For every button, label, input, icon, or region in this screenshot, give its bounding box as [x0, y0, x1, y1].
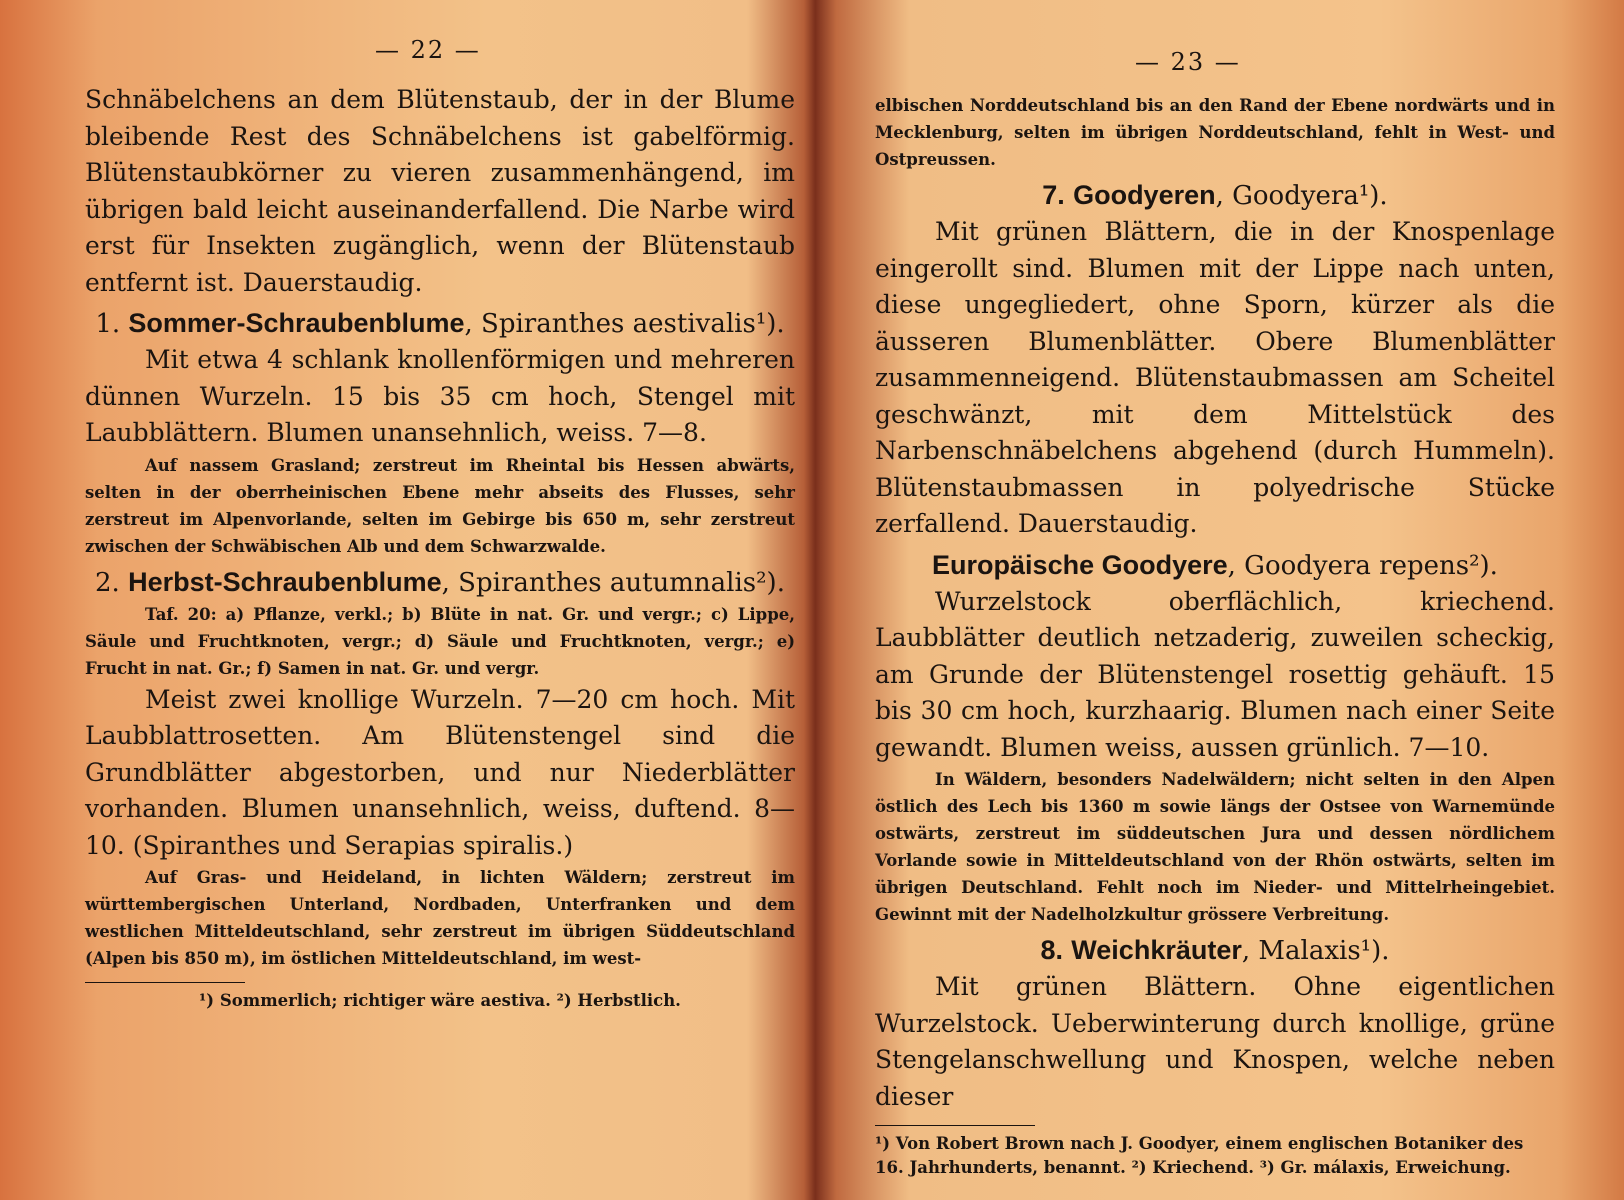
footnote: ¹) Sommerlich; richtiger wäre aestiva. ²) Herbstlich. [199, 991, 681, 1010]
heading-name: Herbst-Schraubenblume [128, 566, 442, 597]
paragraph: Mit grünen Blättern, die in der Knospenlage eingerollt sind. Blumen mit der Lippe nach unten, diese ungegliedert, ohne Sporn, kürzer als die äusseren Blumenblätter. Obere Blumenblätter zusammenneigend. Blütenstaubmassen am Scheitel geschwänzt, mit dem Mittelstück des Narbenschnäbelchens abgehend (durch Hummeln). Blütenstaubmassen in polyedrische Stücke zerfallend. Dauerstaudig. [875, 217, 1555, 538]
paragraph: Mit grünen Blättern. Ohne eigentlichen Wurzelstock. Ueberwinterung durch knollige, grüne Stengelanschwellung und Knospen, welche neben dieser [875, 972, 1555, 1111]
heading-latin: , Spiranthes autumnalis²). [441, 567, 785, 598]
distribution-note: In Wäldern, besonders Nadelwäldern; nicht selten in den Alpen östlich des Lech bis 1360 m sowie längs der Ostsee von Warnemünde ostwärts, zerstreut im süddeutschen Jura und dessen nördlichem Vorlande sowie in Mitteldeutschland von der Rhön ostwärts, selten im übrigen Deutschland. Fehlt noch im Nieder- und Mittelrheingebiet. Gewinnt mit der Nadelholzkultur grössere Verbreitung. [875, 770, 1555, 924]
distribution-note: elbischen Norddeutschland bis an den Rand der Ebene nordwärts und in Mecklenburg, selten im übrigen Norddeutschland, fehlt in West- und Ostpreussen. [875, 96, 1555, 169]
species-heading [875, 547, 1555, 584]
heading-latin: , Goodyera¹). [1215, 181, 1388, 211]
heading-latin: , Malaxis¹). [1241, 936, 1390, 966]
species-heading [85, 564, 795, 601]
heading-name: Goodyeren [1073, 180, 1216, 210]
species-heading [85, 305, 795, 342]
footnote-rule [875, 1125, 1035, 1126]
right-page [875, 0, 1555, 1200]
paragraph: Schnäbelchens an dem Blütenstaub, der in der Blume bleibende Rest des Schnäbelchens ist gabelförmig. Blütenstaubkörner zu vieren zusammenhängend, im übrigen bald leicht auseinanderfallend. Die Narbe wird erst für Insekten zugänglich, wenn der Blütenstaub entfernt ist. Dauerstaudig. [85, 85, 795, 297]
paragraph: Meist zwei knollige Wurzeln. 7—20 cm hoch. Mit Laubblattrosetten. Am Blütenstengel sind die Grundblätter abgestorben, und nur Niederblätter vorhanden. Blumen unansehnlich, weiss, duftend. 8—10. (Spiranthes und Serapias spiralis.) [85, 684, 795, 860]
heading-latin: , Spiranthes aestivalis¹). [464, 309, 785, 339]
heading-number: 8. [1040, 935, 1064, 965]
distribution-note: Auf nassem Grasland; zerstreut im Rheintal bis Hessen abwärts, selten in der oberrheinischen Ebene mehr abseits des Flusses, sehr zerstreut im Alpenvorlande, selten im Gebirge bis 650 m, sehr zerstreut zwischen der Schwäbischen Alb und dem Schwarzwalde. [85, 455, 795, 556]
footnote-rule [85, 982, 245, 983]
distribution-note: Auf Gras- und Heideland, in lichten Wäldern; zerstreut im württembergischen Unterland, Nordbaden, Unterfranken und dem westlichen Mitteldeutschland, sehr zerstreut im übrigen Süddeutschland (Alpen bis 850 m), im östlichen Mitteldeutschland, im west- [85, 868, 795, 968]
heading-latin: , Goodyera repens²). [1227, 550, 1498, 581]
heading-name: Europäische Goodyere [932, 549, 1228, 580]
genus-heading [875, 932, 1555, 969]
page-text [875, 92, 1555, 1180]
heading-number: 2. [95, 567, 120, 598]
plate-note: Taf. 20: a) Pflanze, verkl.; b) Blüte in nat. Gr. und vergr.; c) Lippe, Säule und Fruchtknoten, vergr.; d) Säule und Fruchtknoten, vergr.; e) Frucht in nat. Gr.; f) Samen in nat. Gr. und vergr. [85, 604, 795, 678]
paragraph: Mit etwa 4 schlank knollenförmigen und mehreren dünnen Wurzeln. 15 bis 35 cm hoch, Stengel mit Laubblättern. Blumen unansehnlich, weiss. 7—8. [85, 345, 795, 447]
genus-heading [875, 177, 1555, 214]
page-text [85, 82, 795, 1013]
left-page [85, 0, 795, 1200]
heading-number: 7. [1042, 180, 1065, 210]
paragraph: Wurzelstock oberflächlich, kriechend. Laubblätter deutlich netzaderig, zuweilen scheckig, am Grunde der Blütenstengel rosettig gehäuft. 15 bis 30 cm hoch, kurzhaarig. Blumen nach einer Seite gewandt. Blumen weiss, aussen grünlich. 7—10. [875, 586, 1555, 762]
heading-name: Weichkräuter [1071, 935, 1242, 965]
page-number: — 23 — [1135, 48, 1241, 76]
footnote: ¹) Von Robert Brown nach J. Goodyer, einem englischen Botaniker des 16. Jahrhunderts, benannt. ²) Kriechend. ³) Gr. málaxis, Erweichung. [875, 1134, 1524, 1177]
heading-name: Sommer-Schraubenblume [128, 308, 465, 338]
page-number: — 22 — [375, 36, 481, 64]
heading-number: 1. [95, 309, 121, 339]
